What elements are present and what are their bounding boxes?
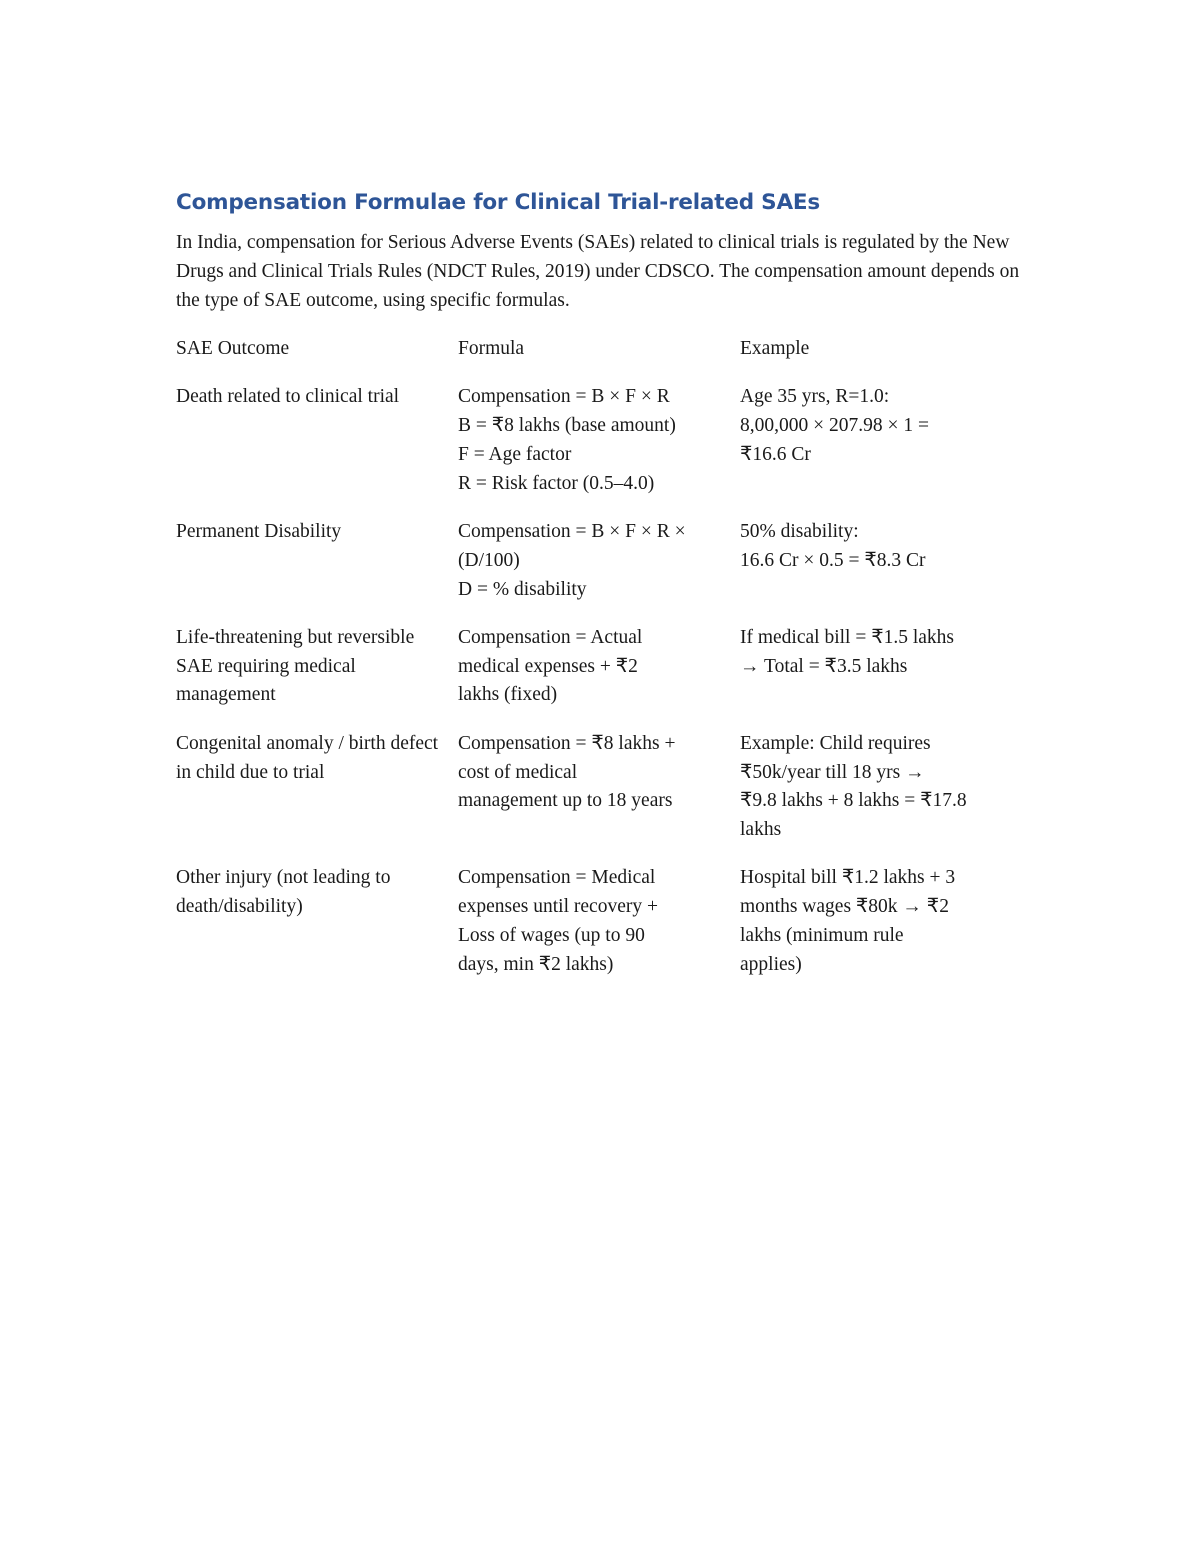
- example-line: If medical bill = ₹1.5 lakhs: [740, 626, 955, 648]
- example-line: 8,00,000 × 207.98 × 1 =: [740, 415, 929, 437]
- formula-line: F = Age factor: [458, 443, 572, 465]
- example-line: 16.6 Cr × 0.5 = ₹8.3 Cr: [740, 549, 926, 571]
- example-line: Hospital bill ₹1.2 lakhs + 3: [740, 867, 956, 889]
- header-formula: Formula: [458, 338, 525, 359]
- example-line: months wages ₹80k → ₹2: [740, 896, 949, 918]
- formula-cell: [458, 730, 740, 845]
- example-line: applies): [740, 953, 802, 975]
- formula-line: (D/100): [458, 549, 520, 571]
- formula-line: R = Risk factor (0.5–4.0): [458, 472, 655, 494]
- example-line: 50% disability:: [740, 520, 859, 542]
- formula-line: lakhs (fixed): [458, 684, 558, 706]
- formula-cell: [458, 864, 740, 979]
- formula-line: Compensation = Actual: [458, 626, 643, 648]
- outcome-cell: Permanent Disability: [176, 520, 342, 542]
- example-line: Age 35 yrs, R=1.0:: [740, 386, 890, 408]
- example-cell: [740, 864, 1026, 979]
- formula-line: Loss of wages (up to 90: [458, 925, 645, 947]
- formula-line: Compensation = ₹8 lakhs +: [458, 732, 676, 754]
- outcome-cell: Death related to clinical trial: [176, 386, 400, 408]
- example-line: lakhs: [740, 819, 782, 841]
- example-cell: [740, 624, 1026, 710]
- document-title: Compensation Formulae for Clinical Trial-related SAEs: [176, 190, 820, 215]
- formula-line: B = ₹8 lakhs (base amount): [458, 415, 676, 437]
- header-sae-outcome: SAE Outcome: [176, 338, 290, 359]
- outcome-cell: Other injury (not leading to death/disability): [176, 867, 391, 918]
- example-line: ₹9.8 lakhs + 8 lakhs = ₹17.8: [740, 790, 967, 812]
- example-cell: [740, 730, 1026, 845]
- formula-line: D = % disability: [458, 578, 587, 600]
- header-example: Example: [740, 338, 810, 359]
- example-line: Example: Child requires: [740, 732, 931, 754]
- table-row: [176, 730, 1026, 845]
- example-line: → Total = ₹3.5 lakhs: [740, 655, 908, 677]
- example-cell: [740, 383, 1026, 498]
- example-cell: [740, 518, 1026, 604]
- formula-line: days, min ₹2 lakhs): [458, 953, 614, 975]
- table-header-row: [176, 335, 1026, 364]
- intro-paragraph: In India, compensation for Serious Adverse Events (SAEs) related to clinical trials is regulated by the New Drugs and Clinical Trials Rules (NDCT Rules, 2019) under CDSCO. The compensation amount depends on the type of SAE outcome, using specific formulas.: [176, 232, 1020, 311]
- table-row: [176, 383, 1026, 498]
- formula-line: Compensation = Medical: [458, 867, 656, 889]
- formula-line: Compensation = B × F × R ×: [458, 520, 686, 542]
- formula-cell: [458, 624, 740, 710]
- table-row: [176, 518, 1026, 604]
- formula-line: Compensation = B × F × R: [458, 386, 670, 408]
- formula-line: management up to 18 years: [458, 790, 673, 812]
- outcome-cell: Congenital anomaly / birth defect in child due to trial: [176, 732, 439, 783]
- formula-cell: [458, 383, 740, 498]
- formula-line: expenses until recovery +: [458, 896, 658, 918]
- outcome-cell: Life-threatening but reversible SAE requiring medical management: [176, 626, 415, 706]
- table-row: [176, 624, 1026, 710]
- example-line: ₹50k/year till 18 yrs →: [740, 761, 925, 783]
- formula-line: medical expenses + ₹2: [458, 655, 638, 677]
- formula-line: cost of medical: [458, 761, 578, 783]
- formula-cell: [458, 518, 740, 604]
- table-row: [176, 864, 1026, 979]
- compensation-table: [176, 335, 1026, 999]
- example-line: ₹16.6 Cr: [740, 443, 811, 465]
- example-line: lakhs (minimum rule: [740, 925, 904, 947]
